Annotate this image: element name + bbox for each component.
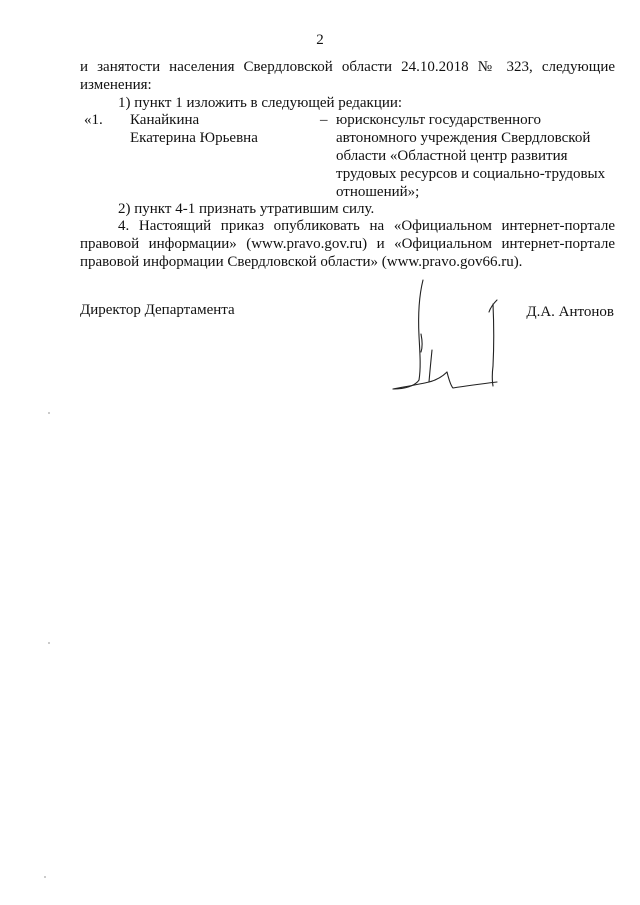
- scan-speck: [48, 642, 50, 644]
- item-1-text: 1) пункт 1 изложить в следующей редакции:: [118, 95, 403, 111]
- table-row-number: «1.: [84, 112, 103, 128]
- intro-line-1: и занятости населения Свердловской области 24.10.2018 № 323, следующие: [80, 59, 615, 75]
- item-2-text: 2) пункт 4-1 признать утратившим силу.: [118, 201, 375, 217]
- item-4-paragraph: [80, 217, 615, 271]
- intro-line-2: изменения:: [80, 77, 152, 93]
- employee-position: [336, 111, 616, 201]
- scan-speck: [48, 412, 50, 414]
- table-dash: –: [320, 112, 328, 128]
- signatory-title: Директор Департамента: [80, 302, 235, 318]
- intro-paragraph: [80, 58, 615, 94]
- scan-speck: [44, 876, 46, 878]
- item-4-text: 4. Настоящий приказ опубликовать на «Официальном интернет-портале правовой информации» (www.pravo.gov.ru) и «Официальном интернет-портале правовой информации Свердловской области» (www.pravo.gov66.ru).: [80, 218, 615, 270]
- position-line: трудовых ресурсов и социально-трудовых: [336, 166, 606, 182]
- employee-surname: Канайкина: [130, 112, 200, 128]
- signatory-name: Д.А. Антонов: [526, 304, 614, 320]
- page-number: 2: [316, 32, 324, 48]
- handwritten-signature-icon: [385, 276, 515, 406]
- employee-given-names: Екатерина Юрьевна: [130, 130, 258, 146]
- position-line: отношений»;: [336, 184, 420, 200]
- employee-name: [130, 111, 330, 147]
- position-line: автономного учреждения Свердловской: [336, 130, 591, 146]
- position-line: юрисконсульт государственного: [336, 112, 541, 128]
- position-line: области «Областной центр развития: [336, 148, 568, 164]
